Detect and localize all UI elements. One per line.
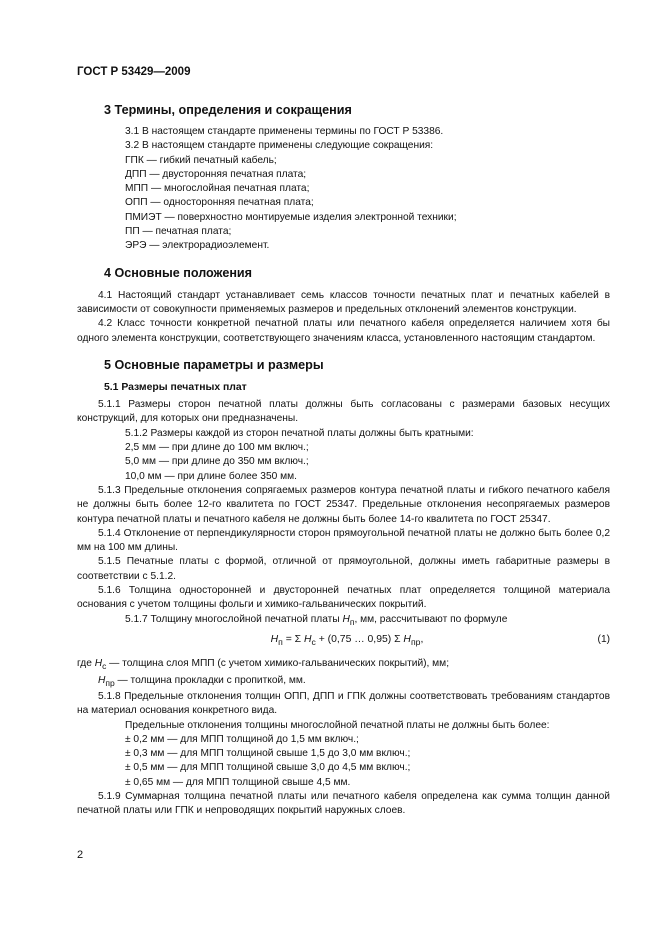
size-item: 2,5 мм — при длине до 100 мм включ.; <box>125 442 309 454</box>
clause-5-1-1: 5.1.1 Размеры сторон печатной платы должны быть согласованы с размерами базовых несущих конструкций, для которых они предназначены. <box>77 399 610 425</box>
tolerance-item: ± 0,3 мм — для МПП толщиной свыше 1,5 до 3,0 мм включ.; <box>125 748 411 760</box>
document-body <box>77 92 610 819</box>
clause-5-1-7: 5.1.7 Толщину многослойной печатной платы $H_п$, мм, рассчитывают по формуле <box>125 613 508 627</box>
abbreviation-item: ЭРЭ — электрорадиоэлемент. <box>125 240 270 252</box>
section-5-heading: 5 Основные параметры и размеры <box>104 357 324 372</box>
section-4-heading: 4 Основные положения <box>104 265 253 280</box>
abbreviation-item: ОПП — односторонняя печатная плата; <box>125 197 314 209</box>
clause-3-1: 3.1 В настоящем стандарте применены термины по ГОСТ Р 53386. <box>125 126 444 137</box>
abbreviation-item: ПП — печатная плата; <box>125 226 232 238</box>
abbreviation-item: ПМИЭТ — поверхностно монтируемые изделия электронной техники; <box>125 211 457 223</box>
formula-expression: $H_п = \Sigma$ $H_с + (0,75$ … 0,95) Σ $H_{пр}$, <box>270 633 424 648</box>
clause-5-1-9: 5.1.9 Суммарная толщина печатной платы или печатного кабеля определена как сумма толщин данной печатной платы или ГПК и непроводящих покрытий наружных слоев. <box>77 791 610 817</box>
tolerance-item: ± 0,65 мм — для МПП толщиной свыше 4,5 мм. <box>125 776 351 788</box>
clause-3-2: 3.2 В настоящем стандарте применены следующие сокращения: <box>125 140 434 152</box>
clause-5-1-5: 5.1.5 Печатные платы с формой, отличной от прямоугольной, должны иметь габаритные размеры в соответствии с 5.1.2. <box>77 556 610 582</box>
clause-4-1: 4.1 Настоящий стандарт устанавливает семь классов точности печатных плат и печатных кабелей в зависимости от совокупности применяемых размеров и предельных отклонений элементов конструкции. <box>77 289 610 315</box>
clause-5-1-2: 5.1.2 Размеры каждой из сторон печатной платы должны быть кратными: <box>125 427 474 439</box>
abbreviation-item: ГПК — гибкий печатный кабель; <box>125 154 277 166</box>
clause-5-1-3: 5.1.3 Предельные отклонения сопрягаемых размеров контура печатной платы и гибкого печатного кабеля не должны быть более 12-го квалитета по ГОСТ 25347. Предельные отклонения несопрягаемых размеров контура печатной платы и печатного кабеля не должны быть более 14-го квалитета по ГОСТ 25347. <box>77 484 610 525</box>
abbreviation-item: ДПП — двусторонняя печатная плата; <box>125 168 307 180</box>
clause-5-1-4: 5.1.4 Отклонение от перпендикулярности сторон прямоугольной печатной платы не должно быть более 0,2 мм на 100 мм длины. <box>77 527 610 554</box>
where-line-1: где $H_с$ — толщина слоя МПП (с учетом химико-гальванических покрытий), мм; <box>77 658 450 672</box>
section-3-heading: 3 Термины, определения и сокращения <box>104 103 352 117</box>
clause-4-2: 4.2 Класс точности конкретной печатной платы или печатного кабеля определяется наличием хотя бы одного элемента конструкции, соответствующего значениям класса, установленного настоящим стандартом. <box>77 318 610 344</box>
clause-5-1-6: 5.1.6 Толщина односторонней и двусторонней печатных плат определяется толщиной материала основания с учетом толщины фольги и химико-гальванических покрытий. <box>77 585 610 611</box>
clause-5-1-8-tolerances-intro: Предельные отклонения толщины многослойной печатной платы не должны быть более: <box>125 719 550 731</box>
formula-number: (1) <box>597 633 610 645</box>
size-item: 5,0 мм — при длине до 350 мм включ.; <box>125 456 309 468</box>
abbreviation-item: МПП — многослойная печатная плата; <box>125 183 310 195</box>
where-line-2: $H_{пр}$ — толщина прокладки с пропиткой, мм. <box>98 674 306 688</box>
clause-5-1-8: 5.1.8 Предельные отклонения толщин ОПП, ДПП и ГПК должны соответствовать требованиям стандартов на материал основания конкретного вида. <box>77 690 610 717</box>
document-code-header: ГОСТ Р 53429—2009 <box>77 66 191 78</box>
subsection-5-1-heading: 5.1 Размеры печатных плат <box>104 381 247 393</box>
page-number: 2 <box>77 849 84 861</box>
formula-1 <box>104 633 610 649</box>
size-item: 10,0 мм — при длине более 350 мм. <box>125 470 297 482</box>
tolerance-item: ± 0,5 мм — для МПП толщиной свыше 3,0 до 4,5 мм включ.; <box>125 762 411 774</box>
tolerance-item: ± 0,2 мм — для МПП толщиной до 1,5 мм включ.; <box>125 733 359 745</box>
